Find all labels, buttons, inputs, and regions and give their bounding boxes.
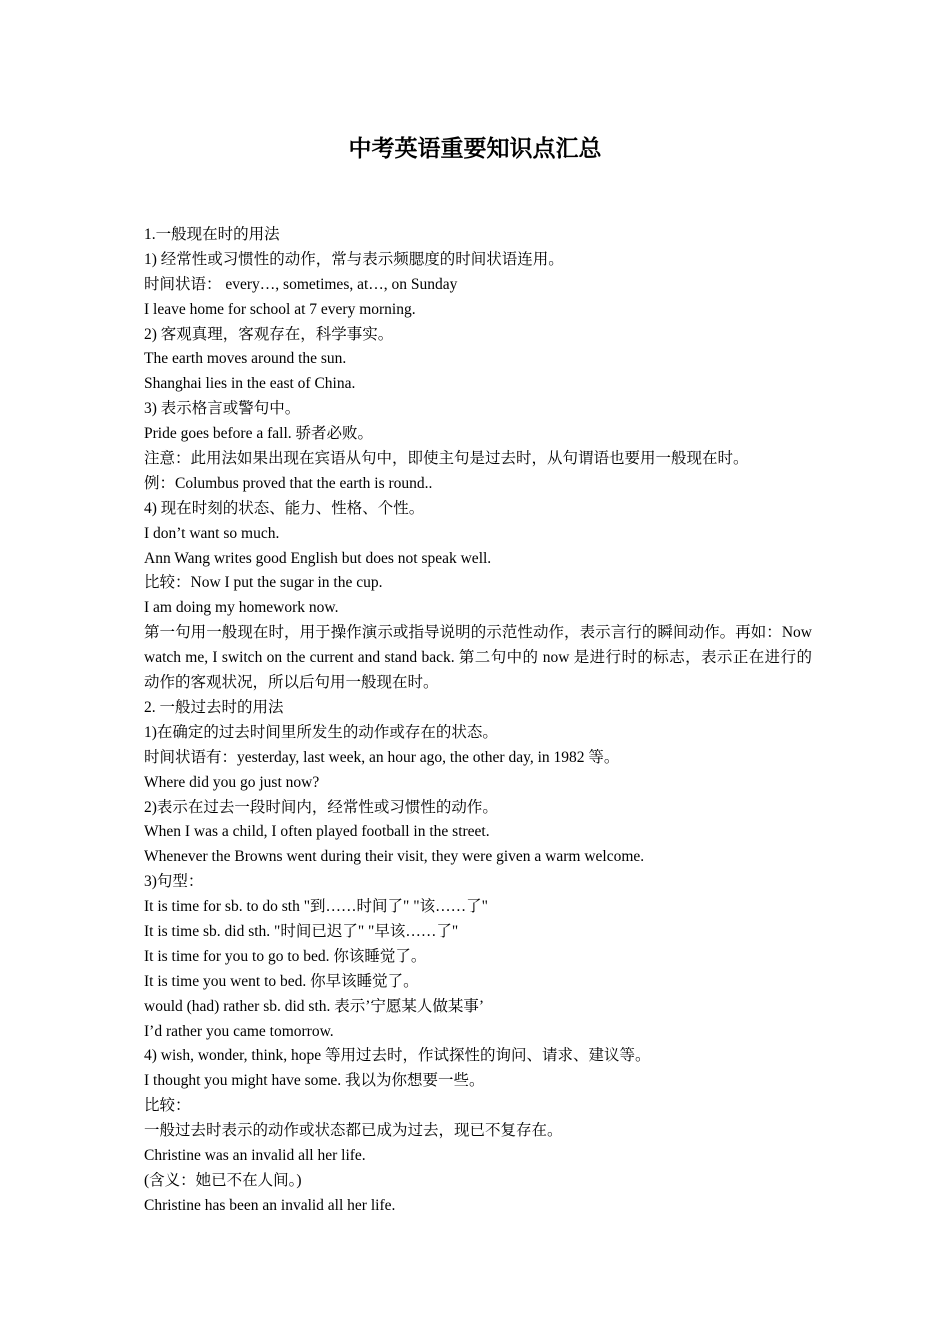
text-line: 2)表示在过去一段时间内，经常性或习惯性的动作。 (144, 798, 498, 816)
text-line: (含义：她已不在人间。) (144, 1171, 302, 1189)
text-line: 2) 客观真理，客观存在，科学事实。 (144, 325, 394, 343)
text-line: Ann Wang writes good English but does not speak well. (144, 549, 492, 567)
document-body (144, 223, 812, 1219)
text-line: It is time sb. did sth. "时间已迟了" "早该……了" (144, 922, 459, 940)
text-line: 1) 经常性或习惯性的动作，常与表示频腮度的时间状语连用。 (144, 250, 564, 268)
text-line: 注意：此用法如果出现在宾语从句中，即使主句是过去时，从句谓语也要用一般现在时。 (144, 450, 749, 468)
text-line: 4) 现在时刻的状态、能力、性格、个性。 (144, 499, 425, 517)
text-line: 时间状语： every…, sometimes, at…, on Sunday (144, 275, 458, 293)
text-line: 例：Columbus proved that the earth is round.. (144, 474, 433, 492)
text-line: When I was a child, I often played football in the street. (144, 823, 490, 841)
text-line: The earth moves around the sun. (144, 350, 347, 368)
text-line: I don’t want so much. (144, 524, 280, 542)
text-line: Whenever the Browns went during their visit, they were given a warm welcome. (144, 848, 645, 866)
text-line: Christine was an invalid all her life. (144, 1147, 366, 1164)
text-line: 比较：Now I put the sugar in the cup. (144, 574, 383, 592)
text-line: 3)句型： (144, 873, 204, 891)
text-line: I’d rather you came tomorrow. (144, 1022, 334, 1040)
document-title: 中考英语重要知识点汇总 (348, 135, 602, 162)
text-line: Pride goes before a fall. 骄者必败。 (144, 425, 373, 443)
text-line: Christine has been an invalid all her life. (144, 1196, 396, 1214)
text-line: It is time you went to bed. 你早该睡觉了。 (144, 972, 419, 990)
text-line: I leave home for school at 7 every morning. (144, 300, 416, 318)
text-line: 4) wish, wonder, think, hope 等用过去时，作试探性的询问、请求、建议等。 (144, 1047, 651, 1065)
text-line: 比较： (144, 1097, 191, 1115)
text-line: 1.一般现在时的用法 (144, 226, 280, 243)
text-line: I am doing my homework now. (144, 599, 339, 617)
text-line: It is time for sb. to do sth "到……时间了" "该……了" (144, 898, 488, 916)
text-line: It is time for you to go to bed. 你该睡觉了。 (144, 947, 427, 965)
explanation-paragraph: 第一句用一般现在时，用于操作演示或指导说明的示范性动作，表示言行的瞬间动作。再如：Now watch me, I switch on the current and stand back. 第二句中的 now 是进行时的标志，表示正在进行的动作的客观状况，所以后句用一般现在时。 (144, 624, 812, 692)
text-line: Where did you go just now? (144, 773, 320, 791)
text-line: would (had) rather sb. did sth. 表示’宁愿某人做某事’ (144, 997, 485, 1015)
text-line: I thought you might have some. 我以为你想要一些。 (144, 1072, 485, 1090)
section-heading: 2. 一般过去时的用法 (144, 698, 284, 716)
text-line: Shanghai lies in the east of China. (144, 375, 356, 393)
text-line: 时间状语有：yesterday, last week, an hour ago, the other day, in 1982 等。 (144, 748, 620, 766)
text-line: 一般过去时表示的动作或状态都已成为过去，现已不复存在。 (144, 1122, 563, 1140)
text-line: 1)在确定的过去时间里所发生的动作或存在的状态。 (144, 723, 498, 741)
text-line: 3) 表示格言或警句中。 (144, 400, 301, 418)
